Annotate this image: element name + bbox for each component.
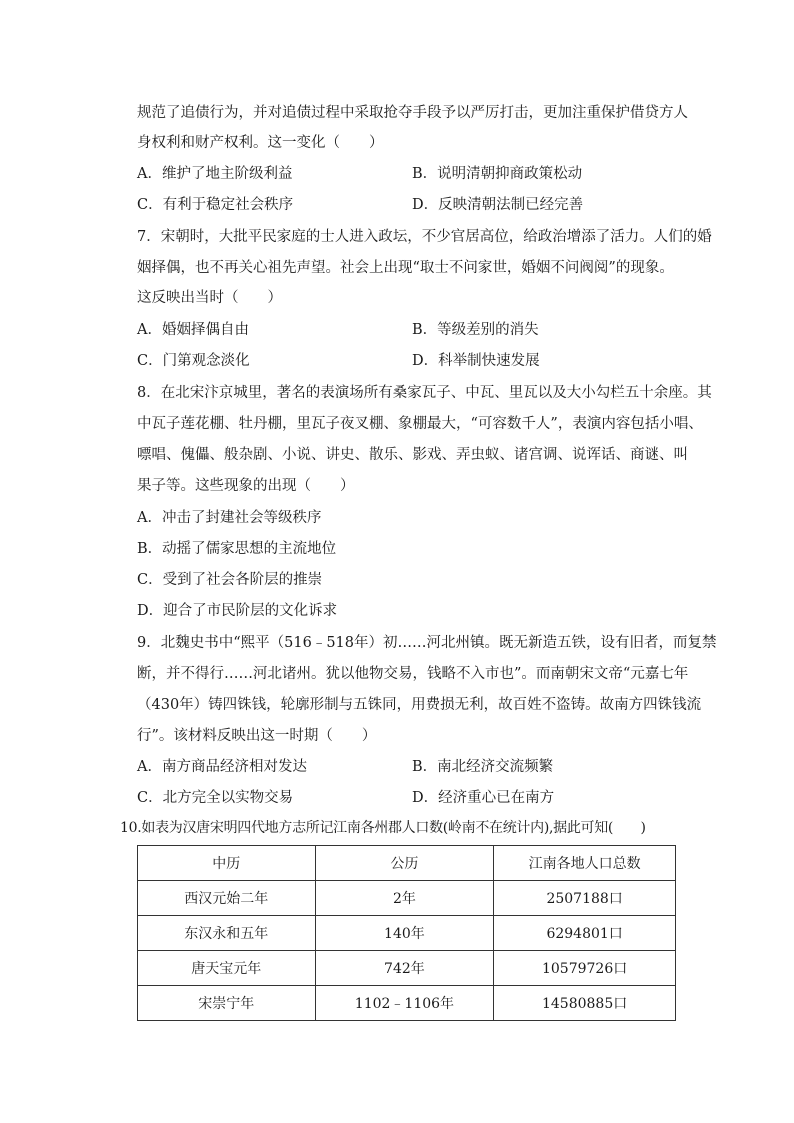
table-cell: 742年 bbox=[315, 951, 494, 986]
table-header-cell: 江南各地人口总数 bbox=[494, 846, 676, 881]
q7-option-b: B．等级差别的消失 bbox=[412, 322, 539, 338]
q8-stem-line-2: 中瓦子莲花棚、牡丹棚，里瓦子夜叉棚、象棚最大，“可容数千人”，表演内容包括小唱、 bbox=[137, 416, 703, 432]
q8-option-c: C．受到了社会各阶层的推崇 bbox=[137, 572, 323, 588]
table-cell: 2年 bbox=[315, 881, 494, 916]
q8-stem-line-3: 嘌唱、傀儡、般杂剧、小说、讲史、散乐、影戏、弄虫蚁、诸宫调、说诨话、商谜、叫 bbox=[137, 447, 688, 463]
table-cell: 1102﹣1106年 bbox=[315, 986, 494, 1021]
table-cell: 西汉元始二年 bbox=[138, 881, 316, 916]
table-cell: 东汉永和五年 bbox=[138, 916, 316, 951]
q9-option-c: C．北方完全以实物交易 bbox=[137, 790, 294, 806]
population-table bbox=[137, 845, 676, 1021]
table-header-cell: 公历 bbox=[315, 846, 494, 881]
table-cell: 10579726口 bbox=[494, 951, 676, 986]
table-cell: 宋崇宁年 bbox=[138, 986, 316, 1021]
q9-stem-line-2: 断，并不得行……河北诸州。犹以他物交易，钱略不入市也”。而南朝宋文帝“元嘉七年 bbox=[137, 666, 689, 682]
q9-stem-line-3: （430年）铸四铢钱，轮廓形制与五铢同，用费损无利，故百姓不盗铸。故南方四铢钱流 bbox=[137, 697, 702, 713]
q8-option-b: B．动摇了儒家思想的主流地位 bbox=[137, 541, 337, 557]
table-cell: 14580885口 bbox=[494, 986, 676, 1021]
q9-stem-line-1: 9．北魏史书中“熙平（516﹣518年）初……河北州镇。既无新造五铁，设有旧者，而复禁 bbox=[137, 635, 717, 651]
table-header-cell: 中历 bbox=[138, 846, 316, 881]
table-row bbox=[138, 916, 676, 951]
q8-option-a: A．冲击了封建社会等级秩序 bbox=[137, 510, 322, 526]
q7-stem-line-3: 这反映出当时（ ） bbox=[137, 290, 282, 306]
q6-option-c: C．有利于稳定社会秩序 bbox=[137, 197, 294, 213]
q6-stem-line-1: 规范了追债行为，并对追债过程中采取抢夺手段予以严厉打击，更加注重保护借贷方人 bbox=[137, 105, 688, 121]
table-header-row bbox=[138, 846, 676, 881]
q9-option-b: B．南北经济交流频繁 bbox=[412, 759, 554, 775]
q8-stem-line-4: 果子等。这些现象的出现（ ） bbox=[137, 478, 355, 494]
table-row bbox=[138, 986, 676, 1021]
q7-option-c: C．门第观念淡化 bbox=[137, 353, 250, 369]
q8-option-d: D．迎合了市民阶层的文化诉求 bbox=[137, 603, 338, 619]
table-row bbox=[138, 881, 676, 916]
q7-stem-line-1: 7．宋朝时，大批平民家庭的士人进入政坛，不少官居高位，给政治增添了活力。人们的婚 bbox=[137, 229, 712, 245]
q7-stem-line-2: 姻择偶，也不再关心祖先声望。社会上出现“取士不问家世，婚姻不问阀阅”的现象。 bbox=[137, 260, 674, 276]
q6-option-d: D．反映清朝法制已经完善 bbox=[412, 197, 584, 213]
q7-option-a: A．婚姻择偶自由 bbox=[137, 322, 249, 338]
q9-option-a: A．南方商品经济相对发达 bbox=[137, 759, 307, 775]
q6-option-b: B．说明清朝抑商政策松动 bbox=[412, 166, 583, 182]
q7-option-d: D．科举制快速发展 bbox=[412, 353, 540, 369]
table-cell: 140年 bbox=[315, 916, 494, 951]
table-cell: 6294801口 bbox=[494, 916, 676, 951]
q9-option-d: D．经济重心已在南方 bbox=[412, 790, 555, 806]
table-row bbox=[138, 951, 676, 986]
q8-stem-line-1: 8．在北宋汴京城里，著名的表演场所有桑家瓦子、中瓦、里瓦以及大小勾栏五十余座。其 bbox=[137, 385, 712, 401]
q10-stem: 10.如表为汉唐宋明四代地方志所记江南各州郡人口数(岭南不在统计内),据此可知( ) bbox=[120, 820, 646, 836]
q9-stem-line-4: 行”。该材料反映出这一时期（ ） bbox=[137, 728, 377, 744]
table-cell: 唐天宝元年 bbox=[138, 951, 316, 986]
q6-stem-line-2: 身权利和财产权利。这一变化（ ） bbox=[137, 135, 384, 151]
table-cell: 2507188口 bbox=[494, 881, 676, 916]
q6-option-a: A．维护了地主阶级利益 bbox=[137, 166, 293, 182]
